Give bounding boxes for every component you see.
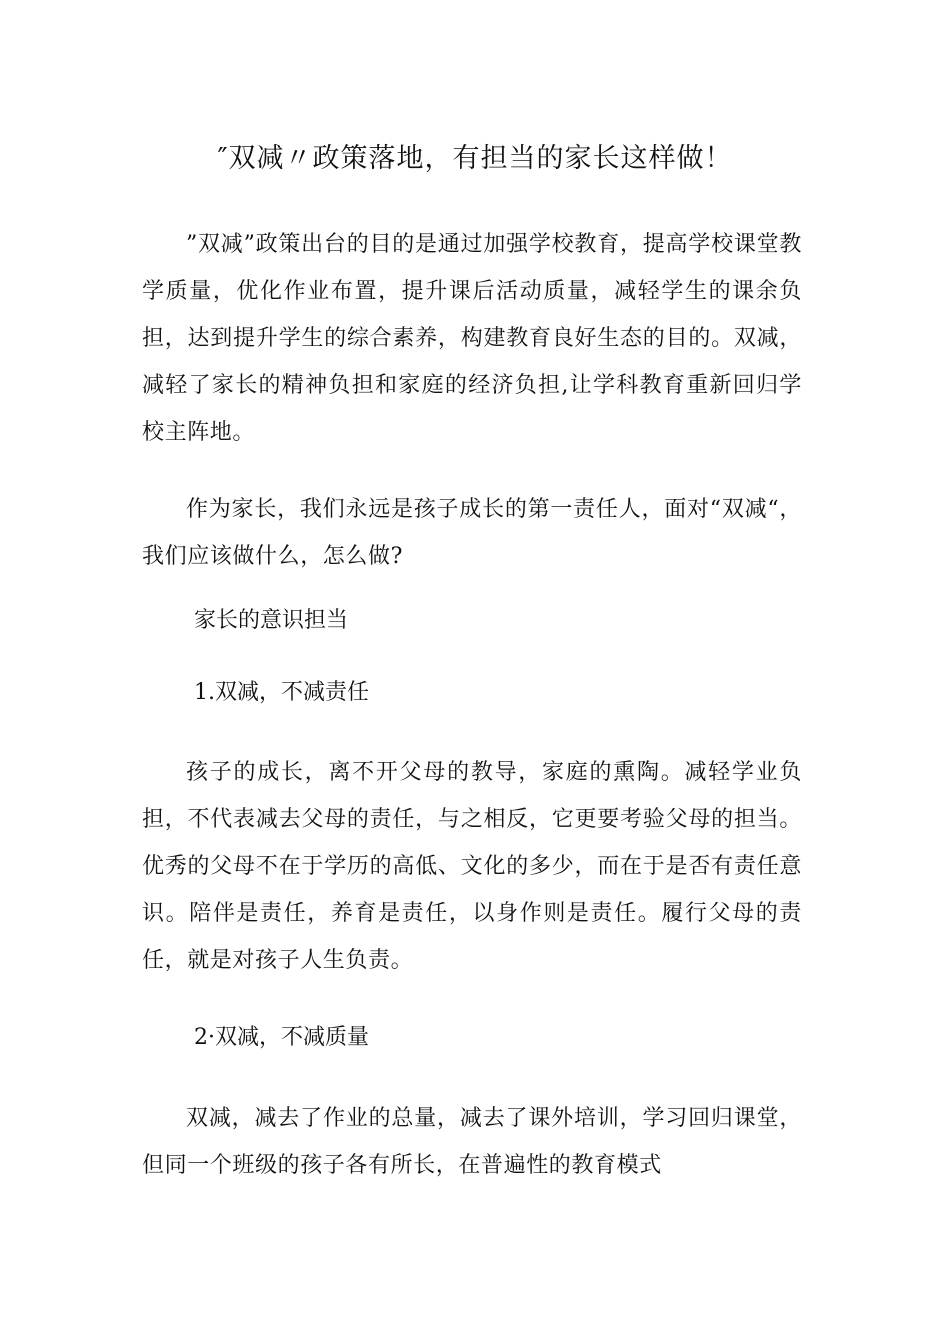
paragraph-intro: ”双减”政策出台的目的是通过加强学校教育，提高学校课堂教学质量，优化作业布置，提升课后活动质量，减轻学生的课余负担，达到提升学生的综合素养，构建教育良好生态的目的。双减，减轻了家长的精神负担和家庭的经济负担,让学科教育重新回归学校主阵地。	[142, 232, 802, 445]
document-title: ″双减〃政策落地，有担当的家长这样做！	[217, 143, 733, 174]
paragraph-parent-role: 作为家长，我们永远是孩子成长的第一责任人，面对“双减“，我们应该做什么，怎么做?	[142, 497, 802, 569]
paragraph-responsibility: 孩子的成长，离不开父母的教导，家庭的熏陶。减轻学业负担，不代表减去父母的责任，与之相反，它更要考验父母的担当。优秀的父母不在于学历的高低、文化的多少，而在于是否有责任意识。陪伴是责任，养育是责任，以身作则是责任。履行父母的责任，就是对孩子人生负责。	[142, 760, 802, 973]
subheading-responsibility: 1.双减，不减责任	[194, 680, 369, 705]
paragraph-quality: 双减，减去了作业的总量，减去了课外培训，学习回归课堂，但同一个班级的孩子各有所长，在普遍性的教育模式	[142, 1106, 802, 1178]
section-heading-awareness: 家长的意识担当	[194, 608, 349, 633]
subheading-quality: 2·双减，不减质量	[194, 1025, 369, 1050]
